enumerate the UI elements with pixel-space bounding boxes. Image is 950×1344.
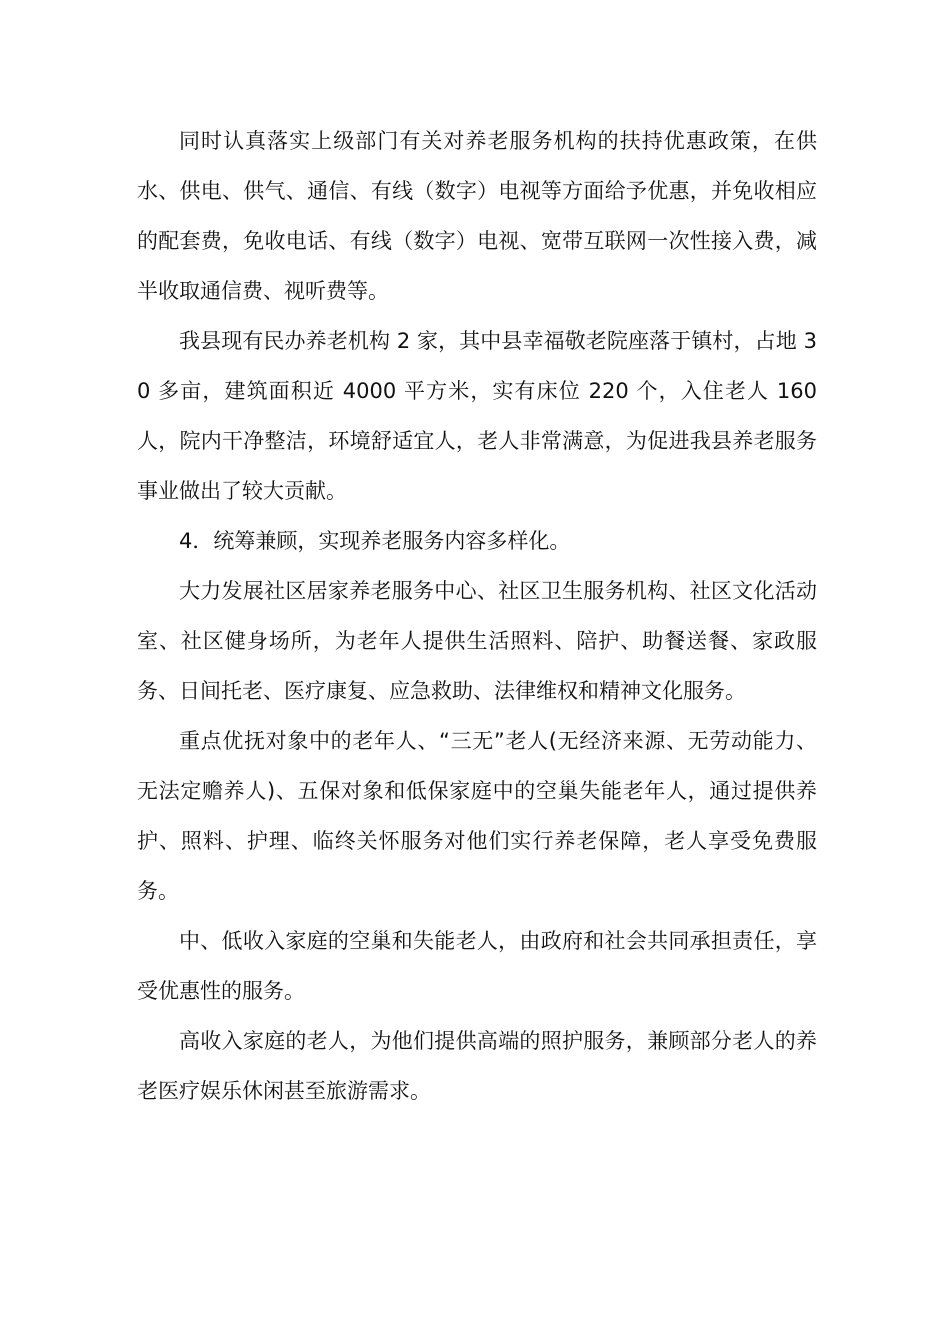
paragraph-heading-diversification: 4．统筹兼顾，实现养老服务内容多样化。 [179, 529, 571, 553]
paragraph-key-groups: 重点优抚对象中的老年人、“三无”老人(无经济来源、无劳动能力、无法定赡养人)、五保对象和低保家庭中的空巢失能老年人，通过提供养护、照料、护理、临终关怀服务对他们实行养老保障，老人享受免费服务。 [137, 729, 817, 903]
paragraph-policy-preferences: 同时认真落实上级部门有关对养老服务机构的扶持优惠政策，在供水、供电、供气、通信、有线（数字）电视等方面给予优惠，并免收相应的配套费，免收电话、有线（数字）电视、宽带互联网一次性接入费，减半收取通信费、视听费等。 [137, 129, 817, 303]
document-body [137, 116, 817, 1116]
paragraph-low-income: 中、低收入家庭的空巢和失能老人，由政府和社会共同承担责任，享受优惠性的服务。 [137, 929, 817, 1003]
paragraph-high-income: 高收入家庭的老人，为他们提供高端的照护服务，兼顾部分老人的养老医疗娱乐休闲甚至旅游需求。 [137, 1029, 817, 1103]
paragraph-private-institutions: 我县现有民办养老机构 2 家，其中县幸福敬老院座落于镇村，占地 30 多亩，建筑面积近 4000 平方米，实有床位 220 个，入住老人 160 人，院内干净整洁，环境舒适宜人，老人非常满意，为促进我县养老服务事业做出了较大贡献。 [137, 329, 817, 503]
paragraph-community-services: 大力发展社区居家养老服务中心、社区卫生服务机构、社区文化活动室、社区健身场所，为老年人提供生活照料、陪护、助餐送餐、家政服务、日间托老、医疗康复、应急救助、法律维权和精神文化服务。 [137, 579, 817, 703]
